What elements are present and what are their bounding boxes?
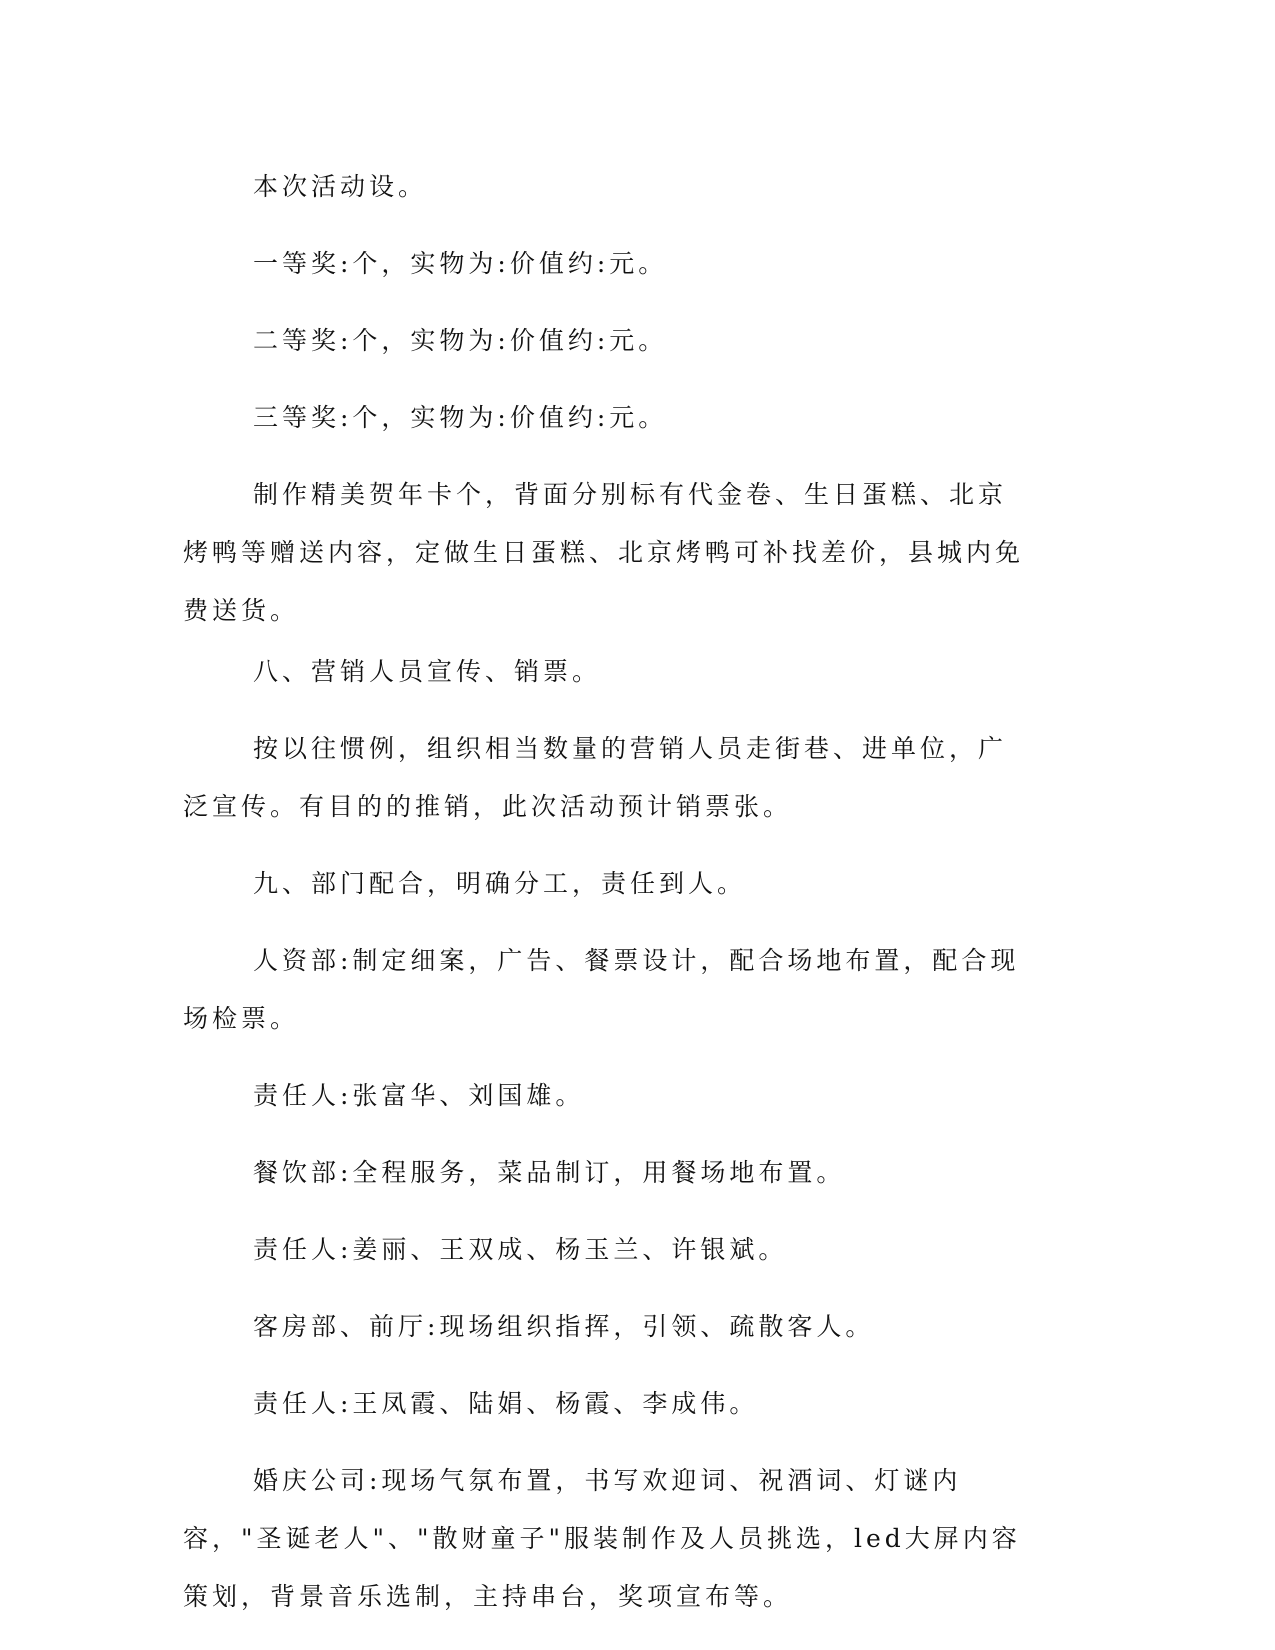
paragraph-greeting-cards: 制作精美贺年卡个，背面分别标有代金卷、生日蛋糕、北京烤鸭等赠送内容，定做生日蛋糕、北京烤鸭可补找差价，县城内免费送货。 bbox=[183, 480, 1025, 625]
paragraph-catering-department: 餐饮部:全程服务，菜品制订，用餐场地布置。 bbox=[253, 1158, 846, 1187]
paragraph-hr-department: 人资部:制定细案，广告、餐票设计，配合场地布置，配合现场检票。 bbox=[183, 946, 1020, 1033]
document-body bbox=[183, 158, 1033, 1645]
paragraph-catering-responsible: 责任人:姜丽、王双成、杨玉兰、许银斌。 bbox=[253, 1235, 788, 1264]
paragraph-hr-responsible: 责任人:张富华、刘国雄。 bbox=[253, 1081, 585, 1110]
paragraph-wedding-company: 婚庆公司:现场气氛布置，书写欢迎词、祝酒词、灯谜内容，"圣诞老人"、"散财童子"服装制作及人员挑选，led大屏内容策划，背景音乐选制，主持串台，奖项宣布等。 bbox=[183, 1466, 1021, 1611]
paragraph-second-prize: 二等奖:个，实物为:价值约:元。 bbox=[253, 326, 668, 355]
paragraph-section-nine-heading: 九、部门配合，明确分工，责任到人。 bbox=[253, 869, 747, 898]
paragraph-housekeeping-front-desk: 客房部、前厅:现场组织指挥，引领、疏散客人。 bbox=[253, 1312, 875, 1341]
paragraph-housekeeping-responsible: 责任人:王凤霞、陆娟、杨霞、李成伟。 bbox=[253, 1389, 759, 1418]
paragraph-activity-setup: 本次活动设。 bbox=[253, 172, 428, 201]
paragraph-sales-promotion: 按以往惯例，组织相当数量的营销人员走街巷、进单位，广泛宣传。有目的的推销，此次活动预计销票张。 bbox=[183, 734, 1008, 821]
paragraph-section-eight-heading: 八、营销人员宣传、销票。 bbox=[253, 657, 602, 686]
paragraph-third-prize: 三等奖:个，实物为:价值约:元。 bbox=[253, 403, 668, 432]
paragraph-first-prize: 一等奖:个，实物为:价值约:元。 bbox=[253, 249, 668, 278]
